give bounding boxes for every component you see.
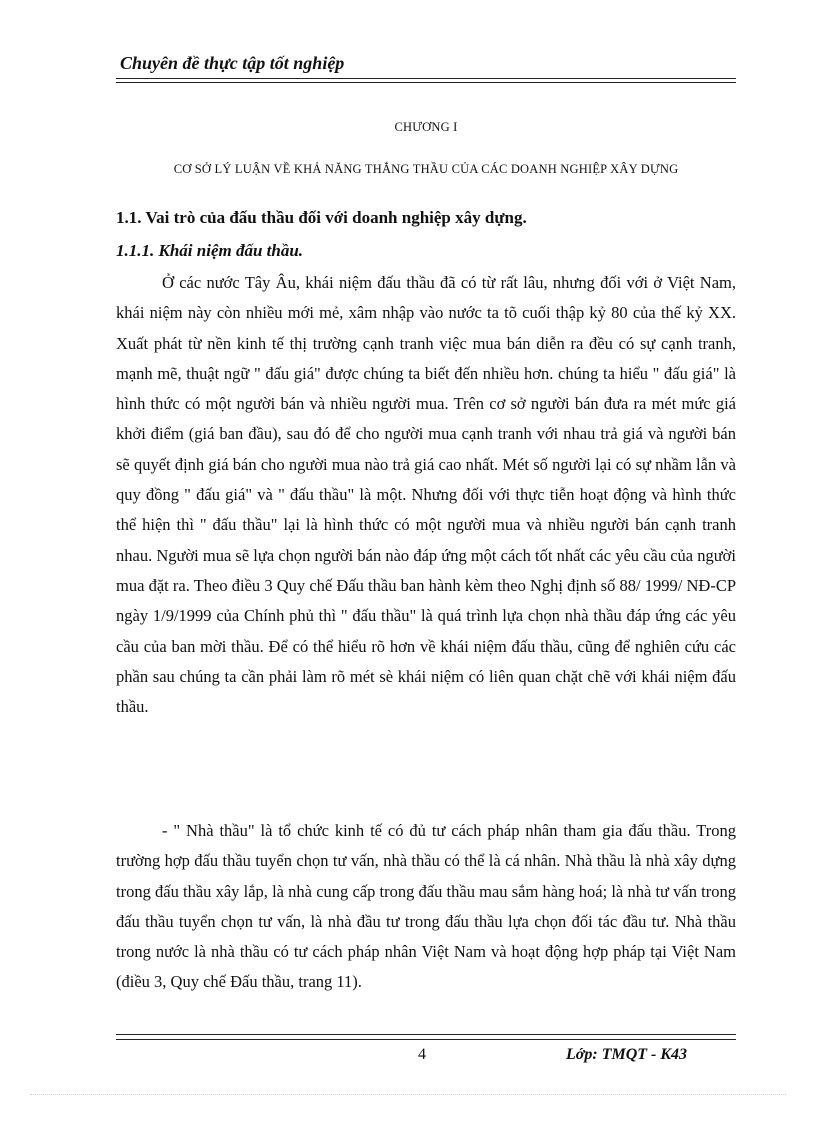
footer-rule-bottom xyxy=(116,1039,736,1040)
chapter-title: CƠ SỞ LÝ LUẬN VỀ KHẢ NĂNG THẮNG THẦU CỦA CÁC DOANH NGHIỆP XÂY DỰNG xyxy=(173,162,679,176)
footer-rule-top xyxy=(116,1034,736,1035)
section-heading: 1.1. Vai trò của đấu thầu đối với doanh nghiệp xây dựng. xyxy=(116,208,527,227)
page-break-line xyxy=(30,1094,786,1095)
chapter-label: CHƯƠNG I xyxy=(394,120,458,134)
page-number: 4 xyxy=(418,1046,426,1063)
subsection-heading: 1.1.1. Khái niệm đấu thầu. xyxy=(116,241,304,260)
header-title: Chuyên đề thực tập tốt nghiệp xyxy=(120,53,345,73)
paragraph-1: Ở các nước Tây Âu, khái niệm đấu thầu đã có từ rất lâu, nhưng đối với ở Việt Nam, khái niệm này còn nhiều mới mẻ, xâm nhập vào nước ta tõ cuối thập kỷ 80 của thế kỷ XX. Xuất phát từ nền kinh tế thị trường cạnh tranh việc mua bán diễn ra đều có sự cạnh tranh, mạnh mẽ, thuật ngữ " đấu giá" được chúng ta biết đến nhiều hơn. chúng ta hiểu " đấu giá" là hình thức có một người bán và nhiều người mua. Trên cơ sở người bán đưa ra mét mức giá khởi điểm (giá ban đầu), sau đó để cho người mua cạnh tranh với nhau trả giá và người bán sẽ quyết định giá bán cho người mua nào trả giá cao nhất. Mét số người lại có sự nhầm lẫn và quy đồng " đấu giá" và " đấu thầu" là một. Nhưng đối với thực tiễn hoạt động và hình thức thể hiện thì " đấu thầu" lại là hình thức có một người mua và nhiều người bán cạnh tranh nhau. Người mua sẽ lựa chọn người bán nào đáp ứng một cách tốt nhất các yêu cầu của người mua đặt ra. Theo điều 3 Quy chế Đấu thầu ban hành kèm theo Nghị định số 88/ 1999/ NĐ-CP ngày 1/9/1999 của Chính phủ thì " đấu thầu" là quá trình lựa chọn nhà thầu đáp ứng các yêu cầu của ban mời thầu. Để có thể hiểu rõ hơn về khái niệm đấu thầu, cũng để nghiên cứu các phần sau chúng ta cần phải làm rõ mét sè khái niệm có liên quan chặt chẽ với khái niệm đấu thầu. xyxy=(116,273,736,717)
paragraph-2: - " Nhà thầu" là tổ chức kinh tế có đủ tư cách pháp nhân tham gia đấu thầu. Trong trường hợp đấu thầu tuyển chọn tư vấn, nhà thầu có thể là cá nhân. Nhà thầu là nhà xây dựng trong đấu thầu xây lắp, là nhà cung cấp trong đấu thầu mau sắm hàng hoá; là nhà tư vấn trong đấu thầu tuyển chọn tư vấn, là nhà đầu tư trong đấu thầu lựa chọn đối tác đầu tư. Nhà thầu trong nước là nhà thầu có tư cách pháp nhân Việt Nam và hoạt động hợp pháp tại Việt Nam (điều 3, Quy chế Đấu thầu, trang 11). xyxy=(116,821,736,992)
class-label: Lớp: TMQT - K43 xyxy=(566,1046,688,1063)
header-rule-top xyxy=(116,78,736,79)
header-rule-bottom xyxy=(116,82,736,83)
